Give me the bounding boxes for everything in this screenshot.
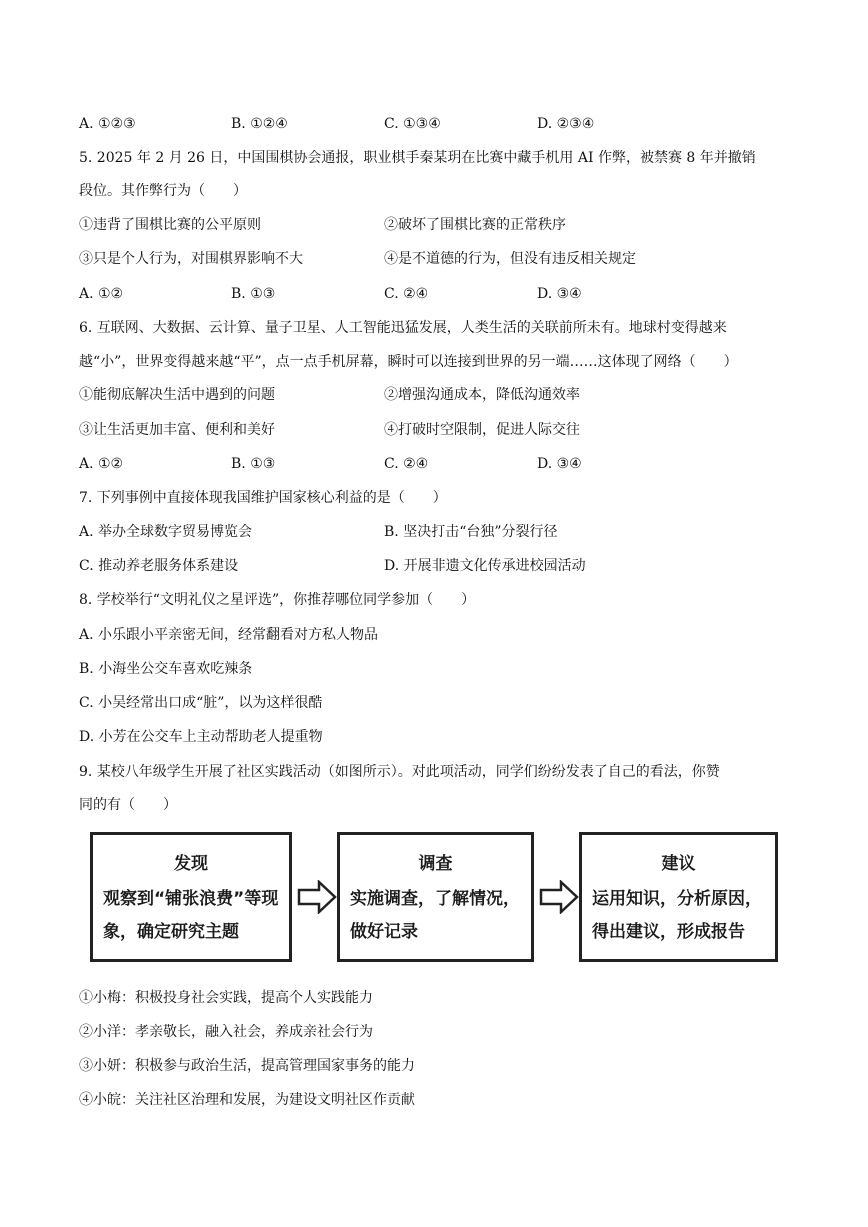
q7-stem: 7. 下列事例中直接体现我国维护国家核心利益的是（ ） bbox=[79, 490, 447, 506]
step-title: 发现 bbox=[174, 854, 208, 874]
step-title: 建议 bbox=[661, 854, 696, 874]
arrow-right-icon bbox=[539, 880, 579, 914]
option-d[interactable]: D. ③④ bbox=[537, 286, 582, 302]
step-discover-box bbox=[90, 832, 292, 962]
option-c[interactable]: C. 推动养老服务体系建设 bbox=[79, 558, 239, 574]
option-b[interactable]: B. 小海坐公交车喜欢吃辣条 bbox=[79, 661, 253, 677]
q6-stem-line1: 6. 互联网、大数据、云计算、量子卫星、人工智能迅猛发展，人类生活的关联前所未有。地球村变得越来 bbox=[79, 320, 727, 336]
step-title: 调查 bbox=[418, 854, 453, 874]
statement-1: ①能彻底解决生活中遇到的问题 bbox=[79, 387, 275, 403]
statement-3: ③小妍：积极参与政治生活，提高管理国家事务的能力 bbox=[79, 1058, 415, 1074]
arrow-right-icon bbox=[297, 880, 337, 914]
option-c[interactable]: C. ②④ bbox=[384, 456, 429, 472]
step-investigate-box bbox=[337, 832, 534, 962]
q9-stem-line1: 9. 某校八年级学生开展了社区实践活动（如图所示）。对此项活动，同学们纷纷发表了自己的看法，你赞 bbox=[79, 764, 720, 780]
option-d[interactable]: D. 开展非遗文化传承进校园活动 bbox=[384, 558, 586, 574]
q8-stem: 8. 学校举行“文明礼仪之星评选”，你推荐哪位同学参加（ ） bbox=[79, 592, 476, 608]
statement-2: ②小洋：孝亲敬长，融入社会，养成亲社会行为 bbox=[79, 1024, 373, 1040]
activity-flow-diagram bbox=[90, 832, 780, 972]
step-suggest-box bbox=[579, 832, 778, 962]
option-b[interactable]: B. ①③ bbox=[231, 286, 276, 302]
statement-4: ④打破时空限制，促进人际交往 bbox=[384, 422, 580, 438]
statement-1: ①违背了围棋比赛的公平原则 bbox=[79, 217, 261, 233]
option-a[interactable]: A. ①② bbox=[79, 456, 124, 472]
statement-2: ②增强沟通成本，降低沟通效率 bbox=[384, 387, 580, 403]
option-a[interactable]: A. ①②③ bbox=[79, 116, 136, 132]
option-d[interactable]: D. 小芳在公交车上主动帮助老人提重物 bbox=[79, 729, 323, 745]
q6-stem-line2: 越“小”，世界变得越来越“平”，点一点手机屏幕，瞬时可以连接到世界的另一端……这体现了网络（ ） bbox=[79, 354, 738, 370]
statement-4: ④小皖：关注社区治理和发展，为建设文明社区作贡献 bbox=[79, 1092, 415, 1108]
option-d[interactable]: D. ②③④ bbox=[537, 116, 595, 132]
statement-3: ③只是个人行为，对围棋界影响不大 bbox=[79, 251, 303, 267]
option-c[interactable]: C. ①③④ bbox=[384, 116, 441, 132]
statement-1: ①小梅：积极投身社会实践，提高个人实践能力 bbox=[79, 990, 373, 1006]
option-b[interactable]: B. ①②④ bbox=[231, 116, 288, 132]
option-b[interactable]: B. ①③ bbox=[231, 456, 276, 472]
option-a[interactable]: A. 小乐跟小平亲密无间，经常翻看对方私人物品 bbox=[79, 627, 379, 643]
statement-3: ③让生活更加丰富、便利和美好 bbox=[79, 422, 275, 438]
q5-stem-line2: 段位。其作弊行为（ ） bbox=[79, 183, 247, 199]
q5-stem-line1: 5. 2025 年 2 月 26 日，中国围棋协会通报，职业棋手秦某玥在比赛中藏手机用 AI 作弊，被禁赛 8 年并撤销 bbox=[79, 150, 756, 166]
option-d[interactable]: D. ③④ bbox=[537, 456, 582, 472]
option-c[interactable]: C. ②④ bbox=[384, 286, 429, 302]
step-body: 实施调查，了解情况，做好记录 bbox=[350, 889, 520, 942]
step-body: 观察到“铺张浪费”等现象，确定研究主题 bbox=[103, 889, 279, 942]
step-body: 运用知识，分析原因，得出建议，形成报告 bbox=[592, 889, 762, 942]
q9-stem-line2: 同的有（ ） bbox=[79, 797, 177, 813]
option-a[interactable]: A. 举办全球数字贸易博览会 bbox=[79, 524, 253, 540]
option-c[interactable]: C. 小吴经常出口成“脏”，以为这样很酷 bbox=[79, 695, 323, 711]
statement-2: ②破坏了围棋比赛的正常秩序 bbox=[384, 217, 566, 233]
option-a[interactable]: A. ①② bbox=[79, 286, 124, 302]
statement-4: ④是不道德的行为，但没有违反相关规定 bbox=[384, 251, 636, 267]
option-b[interactable]: B. 坚决打击“台独”分裂行径 bbox=[384, 524, 558, 540]
